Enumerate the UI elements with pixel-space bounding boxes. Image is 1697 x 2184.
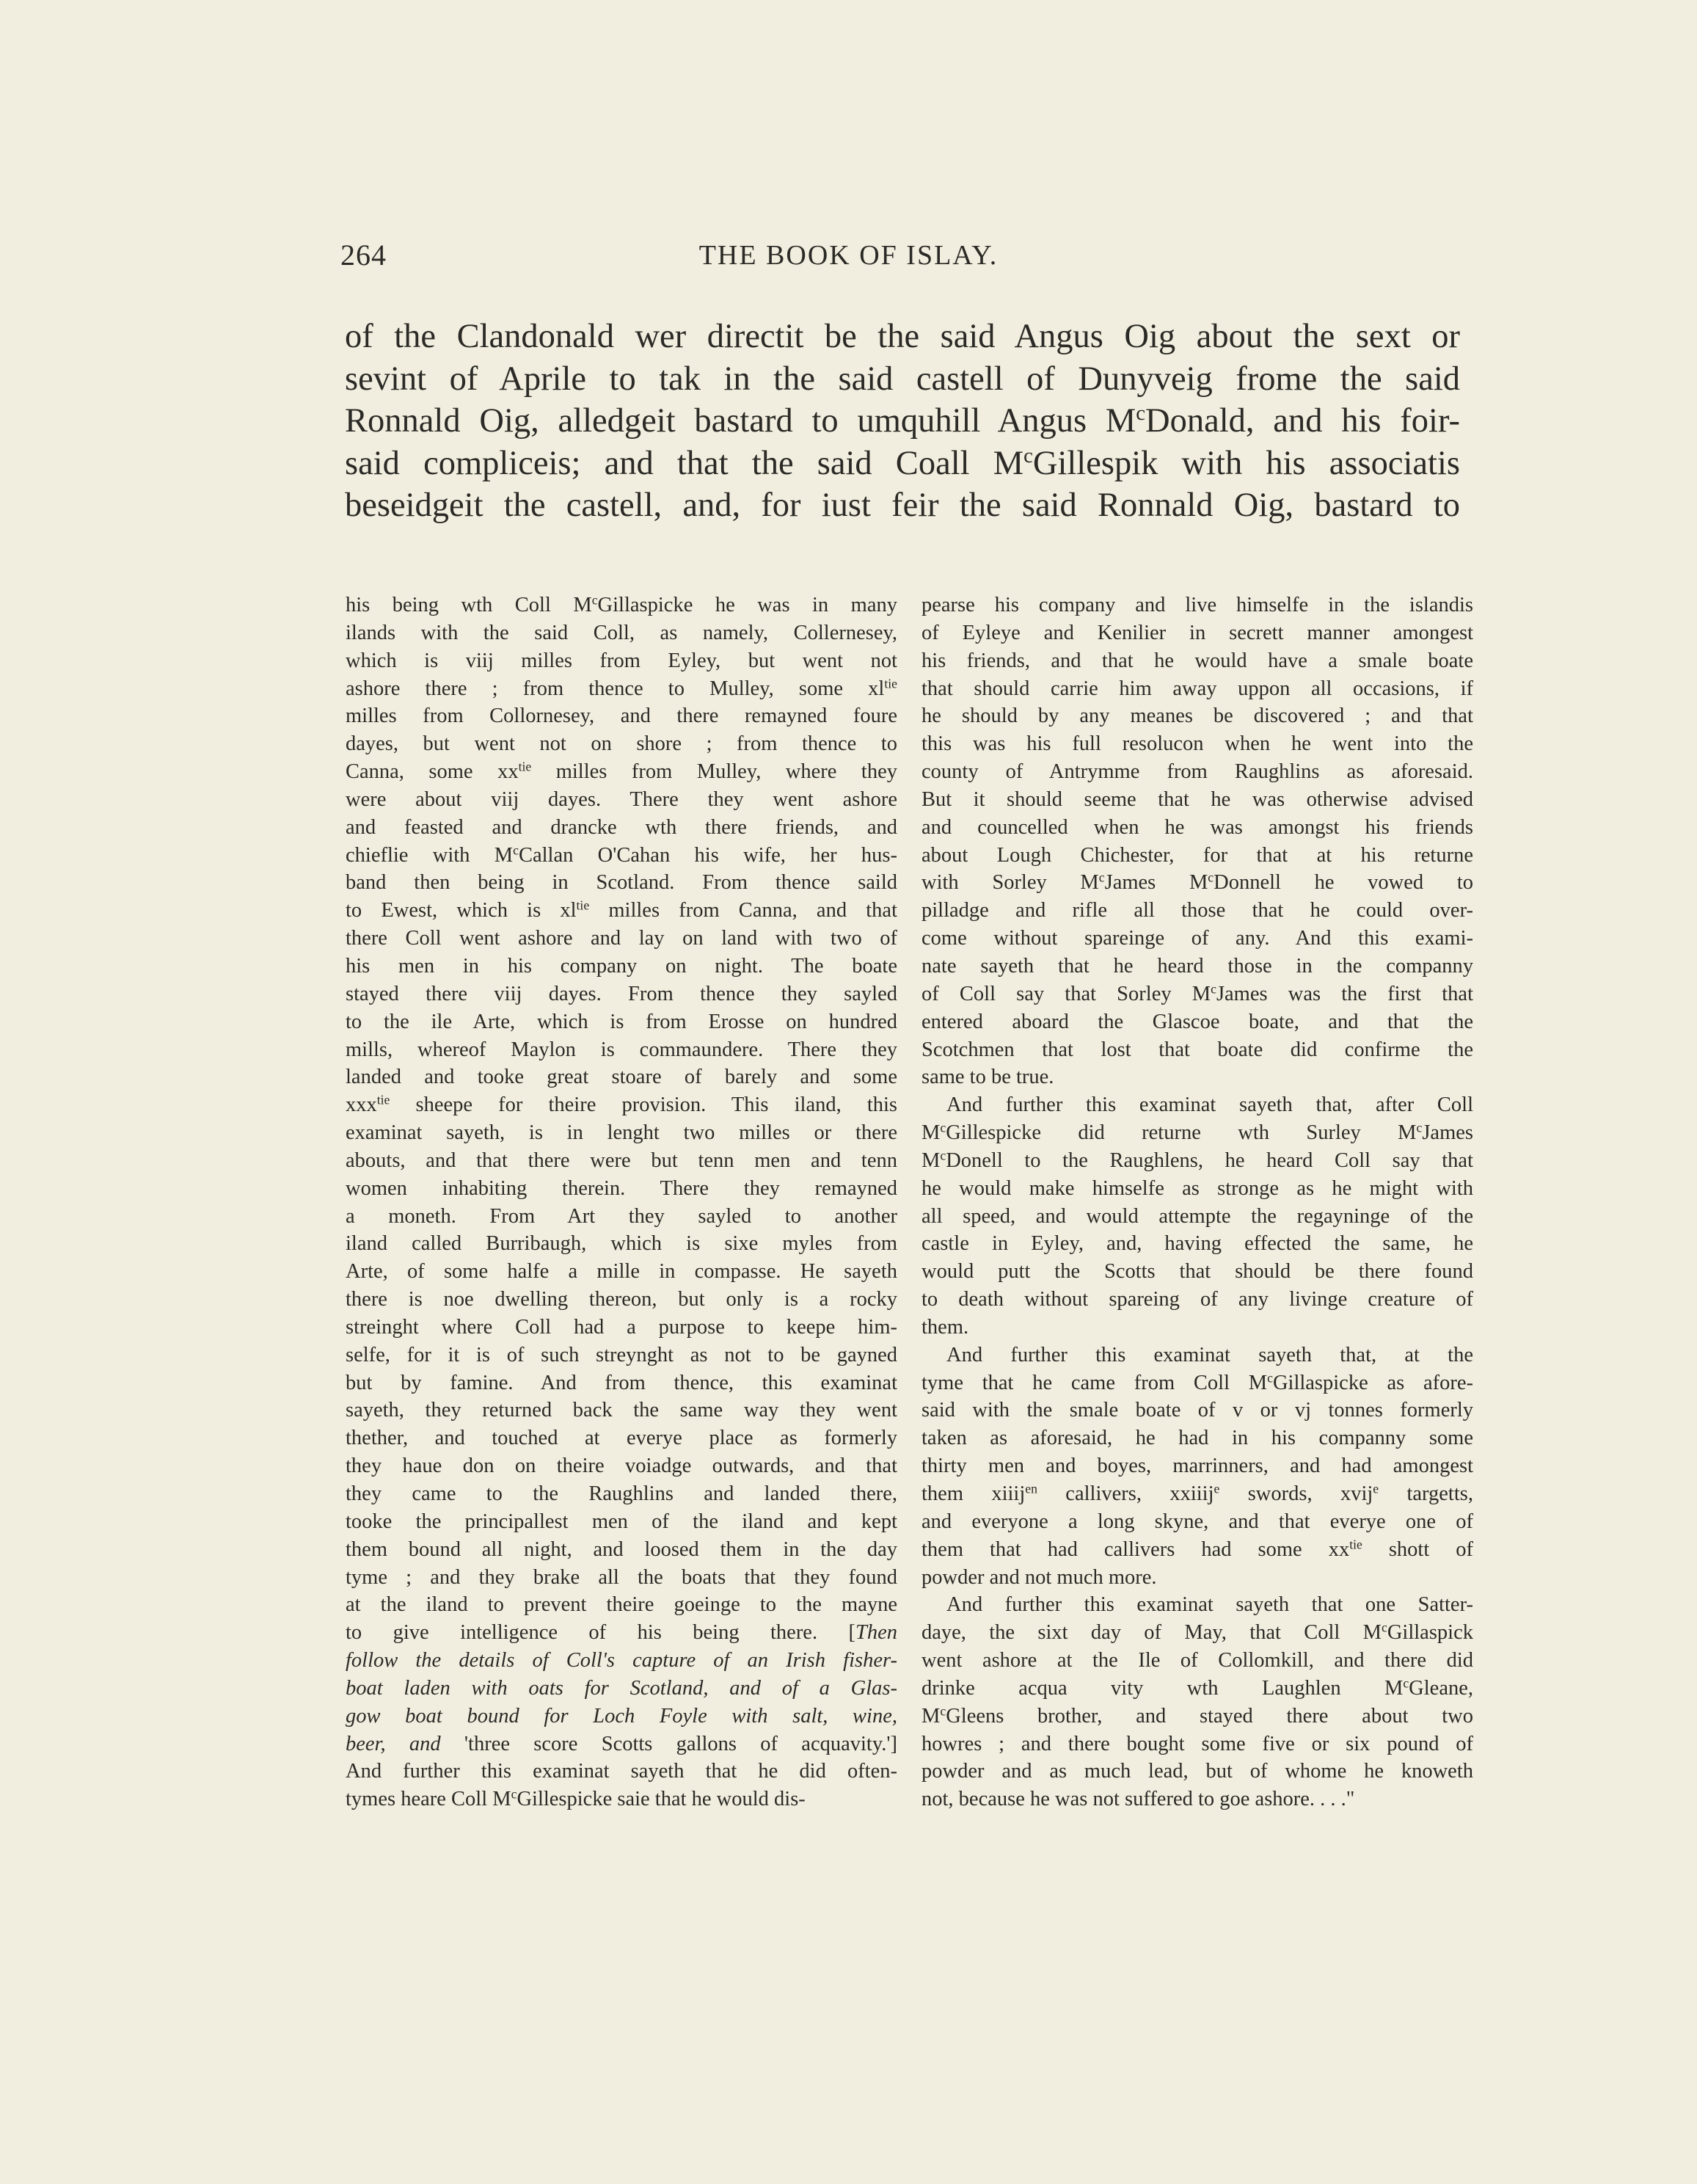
text-line: which is viij milles from Eyley, but went not: [346, 649, 897, 672]
text-line: taken as aforesaid, he had in his companny some: [922, 1427, 1473, 1450]
text-line: his being wth Coll $M^cGillaspicke$ he was in many: [346, 592, 897, 616]
text-line: landed and tooke great stoare of barely and some: [346, 1066, 897, 1089]
text-line: went ashore at the Ile of Collomkill, and there did: [922, 1649, 1473, 1672]
text-line: there is noe dwelling thereon, but only is a rocky: [346, 1288, 897, 1311]
text-line: his men in his company on night. The boate: [346, 954, 897, 978]
text-line: daye, the sixt day of May, that Coll $M^cGillaspick$: [922, 1620, 1473, 1645]
lead-paragraph: [345, 316, 1460, 527]
running-title: THE BOOK OF ISLAY.: [698, 240, 999, 271]
text-line: And further this examinat sayeth that he did often-: [346, 1760, 897, 1783]
lead-line: sevint of Aprile to tak in the said castell of Dunyveig frome the said: [345, 360, 1460, 398]
text-line: his friends, and that he would have a smale boate: [922, 649, 1473, 672]
text-line: and everyone a long skyne, and that everye one of: [922, 1510, 1473, 1533]
text-line: county of Antrymme from Raughlins as aforesaid.: [922, 760, 1473, 784]
text-line: there Coll went ashore and lay on land with two of: [346, 927, 897, 950]
text-line: tyme ; and they brake all the boats that they found: [346, 1565, 897, 1589]
text-line: pilladge and rifle all those that he could over-: [922, 899, 1473, 922]
text-line: band then being in Scotland. From thence saild: [346, 871, 897, 895]
text-line: them xiiij$^{en}$ callivers, xxiiij$^e$ swords, xvij$^e$ targetts,: [922, 1481, 1473, 1505]
text-line: And further this examinat sayeth that one Satter-: [946, 1593, 1473, 1617]
text-line: said with the smale boate of v or vj tonnes formerly: [922, 1399, 1473, 1422]
text-line: follow the details of Coll's capture of an Irish fisher-: [346, 1649, 897, 1672]
text-line: same to be true.: [922, 1066, 1054, 1089]
page-number: 264: [340, 239, 387, 272]
text-line: tyme that he came from Coll $M^cGillaspicke$ as afore-: [922, 1369, 1473, 1394]
right-column: [922, 592, 1473, 1813]
text-line: selfe, for it is of such streynght as not to be gayned: [346, 1343, 897, 1366]
text-line: thirty men and boyes, marrinners, and had amongest: [922, 1455, 1473, 1478]
text-line: them bound all night, and loosed them in the day: [346, 1537, 897, 1561]
text-line: powder and not much more.: [922, 1565, 1157, 1589]
text-line: thether, and touched at everye place as formerly: [346, 1427, 897, 1450]
text-line: of Eyleye and Kenilier in secrett manner amongest: [922, 621, 1473, 644]
text-line: and councelled when he was amongst his friends: [922, 815, 1473, 839]
text-line: sayeth, they returned back the same way they went: [346, 1399, 897, 1422]
text-line: howres ; and there bought some five or six pound of: [922, 1732, 1473, 1755]
text-line: but by famine. And from thence, this examinat: [346, 1371, 897, 1394]
text-line: gow boat bound for Loch Foyle with salt, wine,: [346, 1704, 897, 1728]
lead-line: Ronnald Oig, alledgeit bastard to umquhill Angus $M^cDonald$, and his foir-: [345, 401, 1460, 440]
lead-line: of the Clandonald wer directit be the said Angus Oig about the sext or: [345, 318, 1460, 355]
text-line: come without spareinge of any. And this exami-: [922, 927, 1473, 950]
text-line: ashore there ; from thence to Mulley, some $xl^{tie}$: [346, 675, 897, 700]
text-line: he would make himselfe as stronge as he might with: [922, 1176, 1473, 1200]
text-line: But it should seeme that he was otherwise advised: [922, 787, 1473, 811]
text-line: nate sayeth that he heard those in the companny: [922, 954, 1473, 978]
text-line: to death without spareing of any livinge creature of: [922, 1288, 1473, 1311]
lead-line: said compliceis; and that the said Coall $M^cGillespik$ with his associatis: [345, 443, 1460, 482]
text-line: he should by any meanes be discovered ; and that: [922, 705, 1473, 728]
lead-line: beseidgeit the castell, and, for iust feir the said Ronnald Oig, bastard to: [345, 487, 1460, 525]
text-line: milles from Collornesey, and there remayned foure: [346, 705, 897, 728]
text-line: them.: [922, 1315, 969, 1339]
text-line: of Coll say that Sorley $M^cJames$ was the first that: [922, 981, 1473, 1005]
text-line: stayed there viij dayes. From thence they sayled: [346, 982, 897, 1005]
text-line: $M^cDonell$ to the Raughlens, he heard Coll say that: [922, 1148, 1473, 1172]
text-line: mills, whereof Maylon is commaundere. There they: [346, 1038, 897, 1061]
text-line: xxx$^{tie}$ sheepe for theire provision. This iland, this: [346, 1092, 897, 1117]
text-line: and feasted and drancke wth there friends, and: [346, 815, 897, 839]
text-line: this was his full resolucon when he went into the: [922, 732, 1473, 756]
text-line: a moneth. From Art they sayled to another: [346, 1204, 897, 1228]
text-line: they haue don on theire voiadge outwards, and that: [346, 1455, 897, 1478]
text-line: they came to the Raughlins and landed there,: [346, 1482, 897, 1505]
text-line: ilands with the said Coll, as namely, Collernesey,: [346, 621, 897, 644]
text-line: were about viij dayes. There they went ashore: [346, 787, 897, 811]
text-line: about Lough Chichester, for that at his returne: [922, 843, 1473, 867]
text-line: iland called Burribaugh, which is sixe myles from: [346, 1232, 897, 1256]
text-line: boat laden with oats for Scotland, and of a Glas-: [346, 1676, 897, 1700]
text-line: streinght where Coll had a purpose to keepe him-: [346, 1315, 897, 1339]
text-line: women inhabiting therein. There they remayned: [346, 1176, 897, 1200]
text-line: to Ewest, which is $xl^{tie}$ milles from Canna, and that: [346, 898, 897, 922]
text-line: with Sorley $M^cJames$ $M^cDonnell$ he vowed to: [922, 870, 1473, 895]
text-line: pearse his company and live himselfe in the islandis: [922, 594, 1473, 616]
text-line: Canna, some $xx^{tie}$ milles from Mulley, where they: [346, 759, 897, 784]
text-line: entered aboard the Glascoe boate, and that the: [922, 1010, 1473, 1033]
text-line: to give intelligence of his being there. [Then: [346, 1621, 897, 1645]
text-line: that should carrie him away uppon all occasions, if: [922, 677, 1473, 700]
text-line: powder and as much lead, but of whome he knoweth: [922, 1760, 1473, 1783]
text-line: examinat sayeth, is in lenght two milles or there: [346, 1121, 897, 1145]
text-line: drinke acqua vity wth Laughlen $M^cGleane$,: [922, 1675, 1473, 1700]
text-line: tooke the principallest men of the iland and kept: [346, 1510, 897, 1533]
text-line: all speed, and would attempte the regayninge of the: [922, 1204, 1473, 1228]
text-line: at the iland to prevent theire goeinge to the mayne: [346, 1593, 897, 1617]
text-line: beer, and 'three score Scotts gallons of acquavity.']: [346, 1732, 897, 1755]
left-column: [346, 592, 897, 1813]
text-line: not, because he was not suffered to goe ashore. . . .": [922, 1788, 1355, 1811]
text-line: chieflie with $M^cCallan$ O'Cahan his wife, her hus-: [346, 842, 897, 867]
text-line: $M^cGleens$ brother, and stayed there about two: [922, 1703, 1473, 1728]
text-line: tymes heare Coll $M^cGillespicke$ saie that he would dis-: [346, 1786, 806, 1811]
text-line: to the ile Arte, which is from Erosse on hundred: [346, 1010, 897, 1033]
text-line: And further this examinat sayeth that, after Coll: [946, 1093, 1473, 1117]
text-line: would putt the Scotts that should be there found: [922, 1260, 1473, 1284]
text-line: $M^cGillespicke$ did returne wth Surley $M^cJames$: [922, 1120, 1473, 1145]
text-line: Arte, of some halfe a mille in compasse. He sayeth: [346, 1260, 897, 1284]
text-line: castle in Eyley, and, having effected the same, he: [922, 1232, 1473, 1256]
text-line: them that had callivers had some $xx^{tie}$ shott of: [922, 1536, 1474, 1561]
text-line: dayes, but went not on shore ; from thence to: [346, 732, 897, 756]
text-line: Scotchmen that lost that boate did confirme the: [922, 1038, 1473, 1061]
text-line: abouts, and that there were but tenn men and tenn: [346, 1149, 897, 1172]
text-line: And further this examinat sayeth that, at the: [946, 1343, 1473, 1366]
